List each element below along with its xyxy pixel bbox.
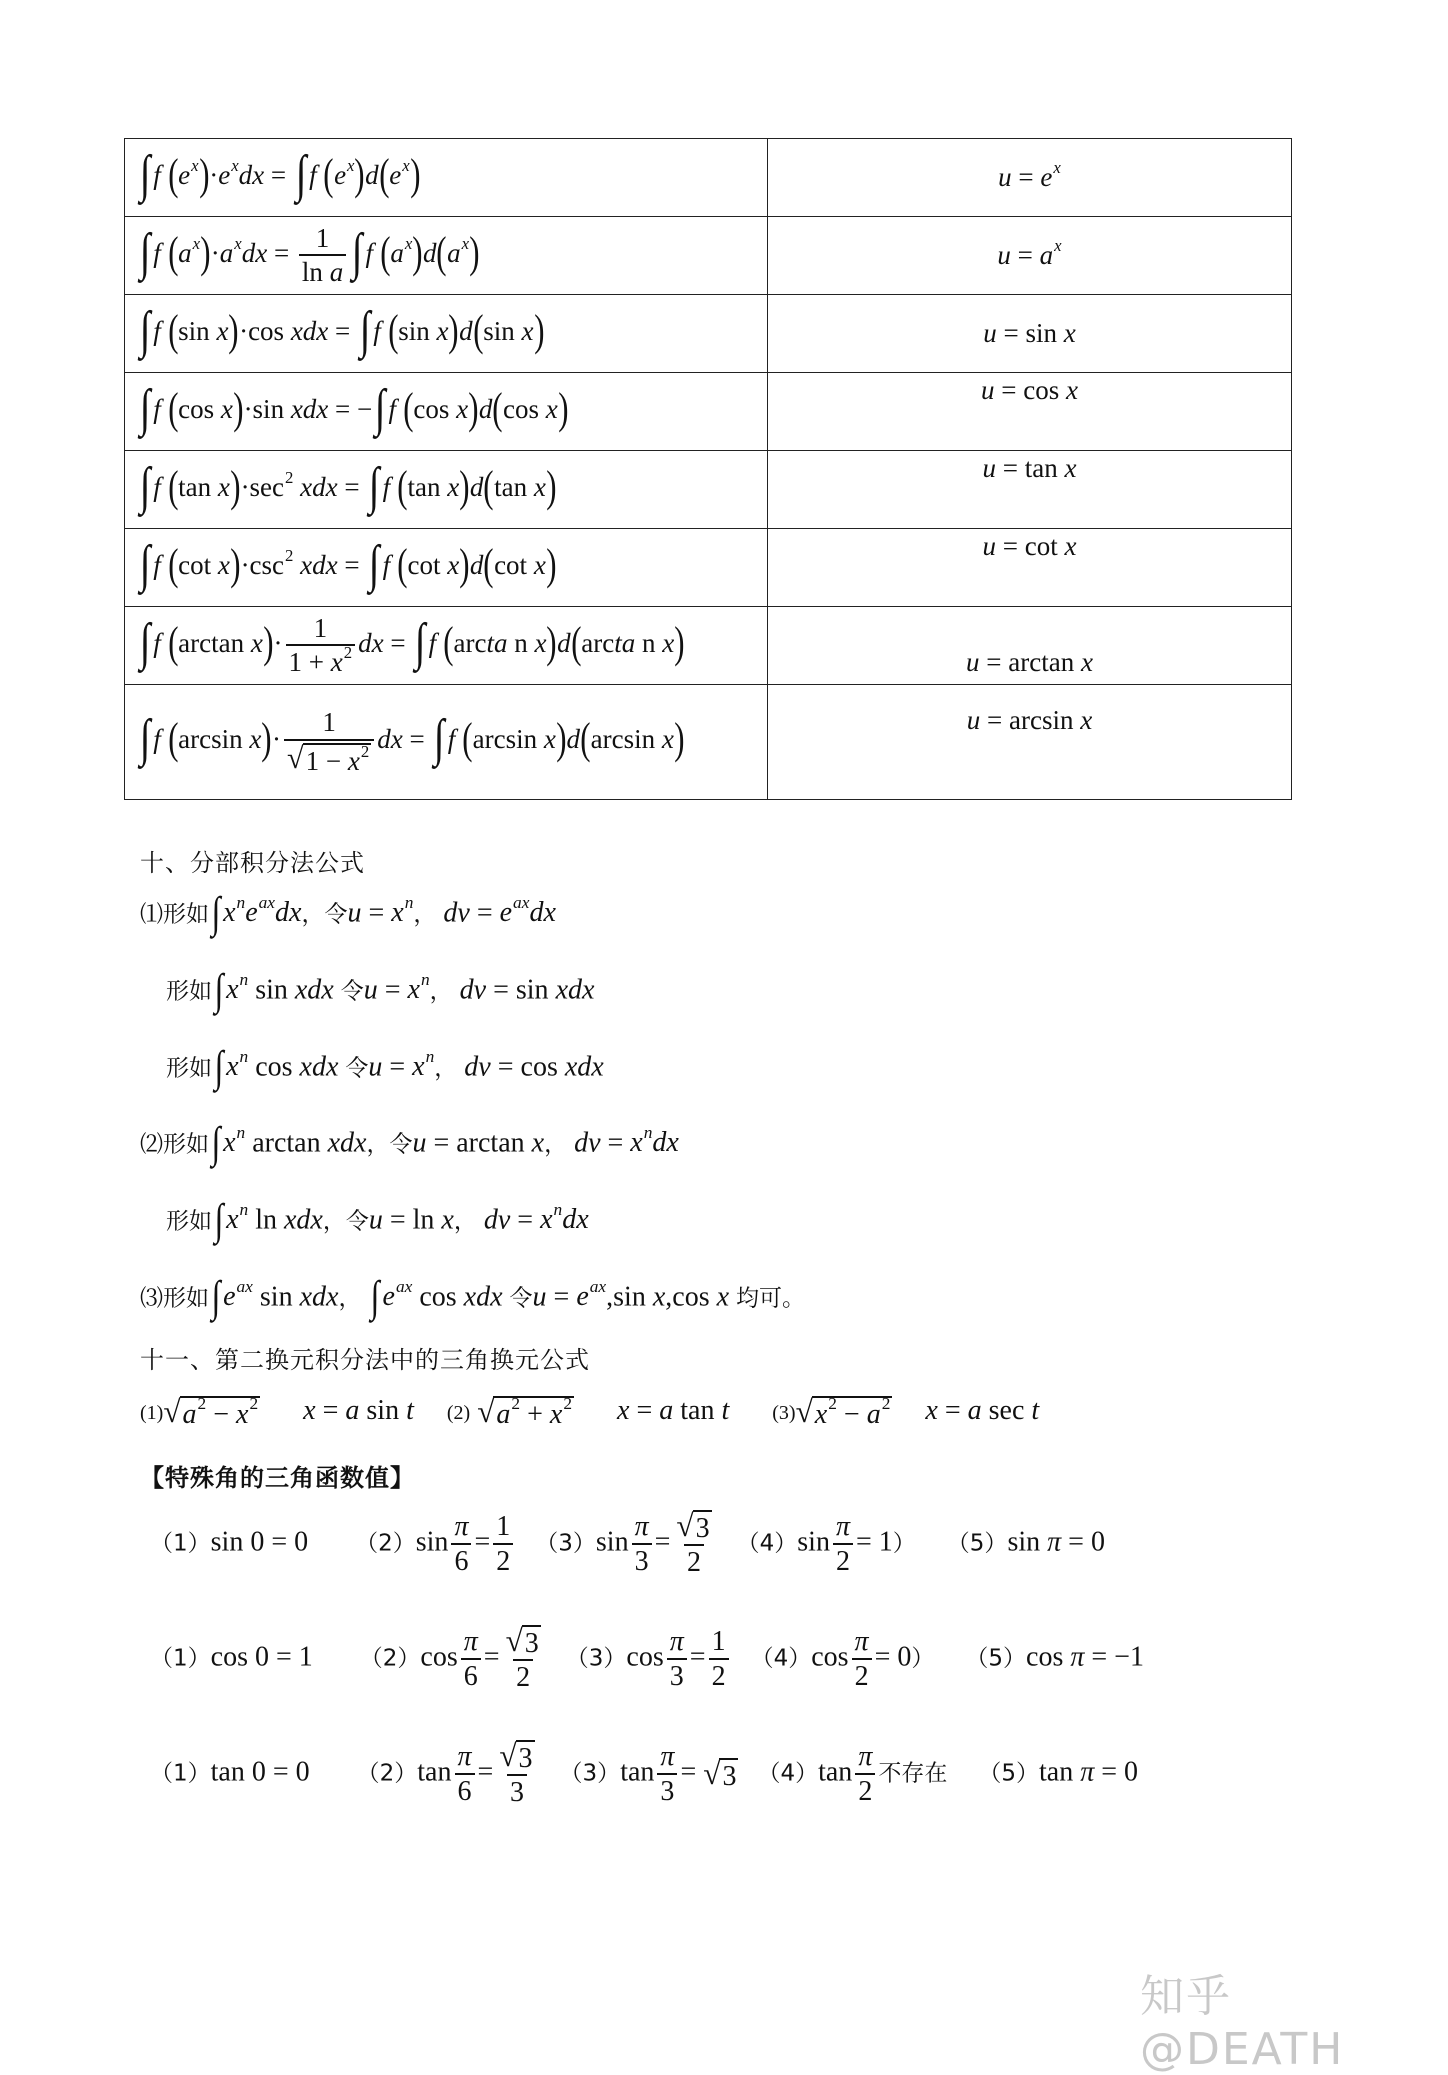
table-row xyxy=(125,373,1292,451)
item-number: （1） xyxy=(150,1530,211,1557)
item-number: （2） xyxy=(359,1645,421,1672)
formula-cell: ∫ f (arcsin x)· 1 √ $1 - x^2$ dx = ∫ f (arcsin x)d(arcsin x) xyxy=(125,685,768,800)
substitution-cell: u = sin x xyxy=(768,295,1292,373)
item-label: 形如 xyxy=(166,1055,212,1082)
comma: ， xyxy=(429,978,453,1005)
special-angles-title: 【特殊角的三角函数值】 xyxy=(140,1464,415,1492)
item-label: ⑶形如 xyxy=(140,1285,209,1312)
item-label: ⑴形如 xyxy=(140,901,209,928)
table-row xyxy=(125,607,1292,685)
trig-substitution-line: (1) √ $a^2 - x^2$ x = a sin t (2) √ $a^2 + x^2$ x = a tan t (3) √ $x^2 - a^2$ x = a sec t xyxy=(140,1393,1040,1430)
formula-cell: ∫ f (cos x)·sin xdx = −∫ f (cos x)d(cos x) xyxy=(125,373,768,451)
formula-cell: ∫ f $(e^x)\cdot e^xdx$ = ∫ f $(e^x)d(e^x)$ xyxy=(125,139,768,217)
item-number: （3） xyxy=(559,1760,621,1787)
ibp-item-1c: 形如$\int x^n$ cos xdx 令$u = x^n$， dv = cos xdx xyxy=(166,1042,604,1091)
item-number: （5） xyxy=(965,1645,1027,1672)
substitution-cell: u = arctan x xyxy=(768,607,1292,685)
formula-cell: ∫ f $(a^x)\cdot a^xdx$ = $\frac{1}{\text{ln a}}$ ∫ f $(a^x)d(a^x)$ xyxy=(125,217,768,295)
ibp-item-1: ⑴形如$\int x^ne^{ax}dx$，令$u = x^n$， dv = $e^{ax}dx$ xyxy=(140,888,556,937)
item-number: （1） xyxy=(150,1760,211,1787)
section-11-title: 十一、第二换元积分法中的三角换元公式 xyxy=(140,1346,590,1374)
item-number: （4） xyxy=(757,1760,819,1787)
item-number: （5） xyxy=(978,1760,1039,1787)
formula-cell: ∫ f (sin x)·cos xdx = ∫ f (sin x)d(sin x) xyxy=(125,295,768,373)
ibp-item-3: ⑶形如$\int e^{ax}$ sin xdx， $\int e^{ax}$ cos xdx 令$u = e^{ax},\sin$ x,cos x 均可。 xyxy=(140,1272,806,1321)
item-label: 形如 xyxy=(166,978,212,1005)
substitution-cell: u = tan x xyxy=(768,451,1292,529)
table-row xyxy=(125,529,1292,607)
item-label: 形如 xyxy=(166,1208,212,1235)
ibp-item-2b: 形如$\int x^n$ ln xdx，令u = ln x， dv = $x^ndx$ xyxy=(166,1195,589,1244)
comma: ， xyxy=(338,1285,362,1312)
let-text: ，令 xyxy=(366,1131,413,1158)
comma: ， xyxy=(434,1055,458,1082)
table-row xyxy=(125,685,1292,800)
table-row xyxy=(125,451,1292,529)
item-number: (2) xyxy=(446,1402,471,1424)
item-number: （3） xyxy=(535,1530,596,1557)
not-exist-text: 不存在 xyxy=(878,1760,948,1787)
formula-cell: ∫ f (cot $x)\cdot\csc^2$ xdx = ∫ f (cot x)d(cot x) xyxy=(125,529,768,607)
let-text: ，令 xyxy=(322,1208,369,1235)
close-paren: ） xyxy=(911,1645,935,1672)
comma: ， xyxy=(413,901,437,928)
substitution-table xyxy=(124,138,1292,800)
item-number: （3） xyxy=(565,1645,627,1672)
substitution-cell: $u = e^x$ xyxy=(768,139,1292,217)
cos-values-row: （1）cos 0 = 1 （2）cos $\frac{\pi}{6}$ = √ 3 2 （3）cos $\frac{\pi}{3}$ = $\frac{1}{2}$ （4）cos $\frac{\pi}{2}$ = 0） （5）cos π = −1 xyxy=(150,1623,1144,1694)
section-10-title: 十、分部积分法公式 xyxy=(140,849,365,877)
item-number: （4） xyxy=(736,1530,798,1557)
substitution-cell: u = cos x xyxy=(768,373,1292,451)
let-text: 令 xyxy=(345,1055,369,1082)
item-number: (3) xyxy=(772,1402,796,1424)
substitution-cell: u = cot x xyxy=(768,529,1292,607)
item-number: （1） xyxy=(150,1645,211,1672)
item-number: （2） xyxy=(355,1530,416,1557)
formula-cell: ∫ f (arctan x)· $\frac{1}{1 + x^2}$ dx = ∫ f (arcta n x)d(arcta n x) xyxy=(125,607,768,685)
item-number: （4） xyxy=(750,1645,812,1672)
item-number: （5） xyxy=(946,1530,1008,1557)
watermark: 知乎 @DEATH xyxy=(1140,1971,1345,2075)
let-text: 令 xyxy=(340,978,364,1005)
substitution-cell: $u = a^x$ xyxy=(768,217,1292,295)
table-row xyxy=(125,217,1292,295)
comma: , xyxy=(606,1281,614,1313)
item-number: (1) xyxy=(140,1402,164,1424)
tan-values-row: （1）tan 0 = 0 （2）tan $\frac{\pi}{6}$ = √ 3 3 （3）tan $\frac{\pi}{3}$ = √ 3 （4）tan $\frac{\pi}{2}$ 不存在 （5）tan π = 0 xyxy=(150,1738,1139,1809)
close-paren: ） xyxy=(892,1530,916,1557)
table-row xyxy=(125,295,1292,373)
sin-values-row: （1）sin 0 = 0 （2）sin $\frac{\pi}{6}$ = $\frac{1}{2}$ （3）sin $\frac{\pi}{3}$ = √ 3 2 （4）sin $\frac{\pi}{2}$ = 1） （5）sin π = 0 xyxy=(150,1508,1105,1579)
table-row xyxy=(125,139,1292,217)
ibp-item-1b: 形如$\int x^n$ sin xdx 令$u = x^n$， dv = sin xdx xyxy=(166,965,595,1014)
item-number: （2） xyxy=(356,1760,418,1787)
comma: ， xyxy=(453,1208,477,1235)
comma: , xyxy=(665,1281,673,1313)
end-text: 均可。 xyxy=(736,1285,806,1312)
let-text: ，令 xyxy=(301,901,348,928)
ibp-item-2: ⑵形如$\int x^n$ arctan xdx，令u = arctan x， dv = $x^ndx$ xyxy=(140,1118,679,1167)
let-text: 令 xyxy=(509,1285,533,1312)
comma: ， xyxy=(544,1131,568,1158)
formula-cell: ∫ f (tan $x)\cdot\sec^2$ xdx = ∫ f (tan x)d(tan x) xyxy=(125,451,768,529)
item-label: ⑵形如 xyxy=(140,1131,209,1158)
substitution-cell: u = arcsin x xyxy=(768,685,1292,800)
